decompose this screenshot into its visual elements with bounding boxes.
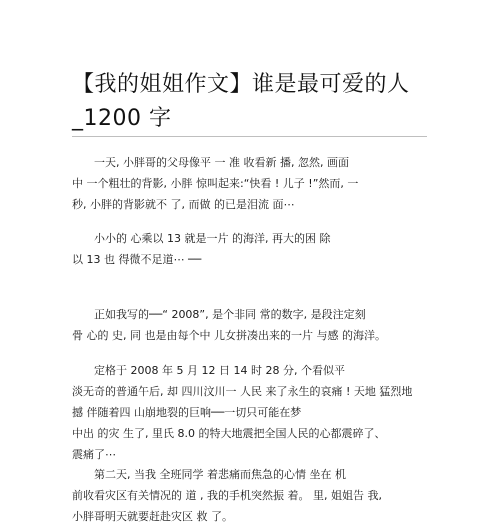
paragraph-2: [72, 228, 432, 270]
paragraph-3: [72, 304, 432, 346]
paragraph-line: 小胖哥明天就要赶赴灾区 救 了。: [72, 510, 233, 523]
paragraph-line: 小小的 心乘以 13 就是一片 的海洋, 再大的困 除: [72, 232, 331, 245]
paragraph-line: 秒, 小胖的背影就不 了, 而做 的已是泪流 面⋯: [72, 198, 295, 211]
paragraph-line: 震痛了⋯: [72, 448, 116, 461]
paragraph-line: 淡无奇的普通午后, 却 四川汶川一 人民 来了永生的哀痛 ! 天地 猛烈地: [72, 385, 413, 398]
paragraph-line: 骨 心的 史, 同 也是由每个中 儿女拼凑出来的一片 与感 的海洋。: [72, 329, 386, 342]
paragraph-line: 一天, 小胖哥的父母像平 一 准 收看新 播, 忽然, 画面: [72, 156, 349, 169]
paragraph-line: 前收看灾区有关情况的 道 , 我的手机突然振 着。 里, 姐姐告 我,: [72, 489, 382, 502]
paragraph-line: 撼 伴随着四 山崩地裂的巨响──一切只可能在梦: [72, 406, 302, 419]
title-line-2: _1200 字: [72, 106, 172, 131]
paragraph-line: 正如我写的──“ 2008”, 是个非同 常的数字, 是段注定刻: [72, 308, 366, 321]
title-divider: [72, 136, 427, 137]
paragraph-line: 中 一个粗壮的背影, 小胖 惊叫起来:“快看 ! 儿子 !”然而, 一: [72, 177, 359, 190]
paragraph-line: 以 13 也 得微不足道⋯ ──: [72, 253, 202, 266]
title-line-1: 【我的姐姐作文】谁是最可爱的人: [72, 72, 410, 97]
document-title: [72, 68, 432, 136]
paragraph-1: [72, 152, 432, 215]
paragraph-line: 中出 的灾 生了, 里氏 8.0 的特大地震把全国人民的心都震碎了、: [72, 427, 386, 440]
paragraph-line: 定格于 2008 年 5 月 12 日 14 时 28 分, 个看似平: [72, 364, 345, 377]
paragraph-4: [72, 360, 432, 465]
paragraph-line: 第二天, 当我 全班同学 着悲痛而焦急的心情 坐在 机: [72, 468, 346, 481]
